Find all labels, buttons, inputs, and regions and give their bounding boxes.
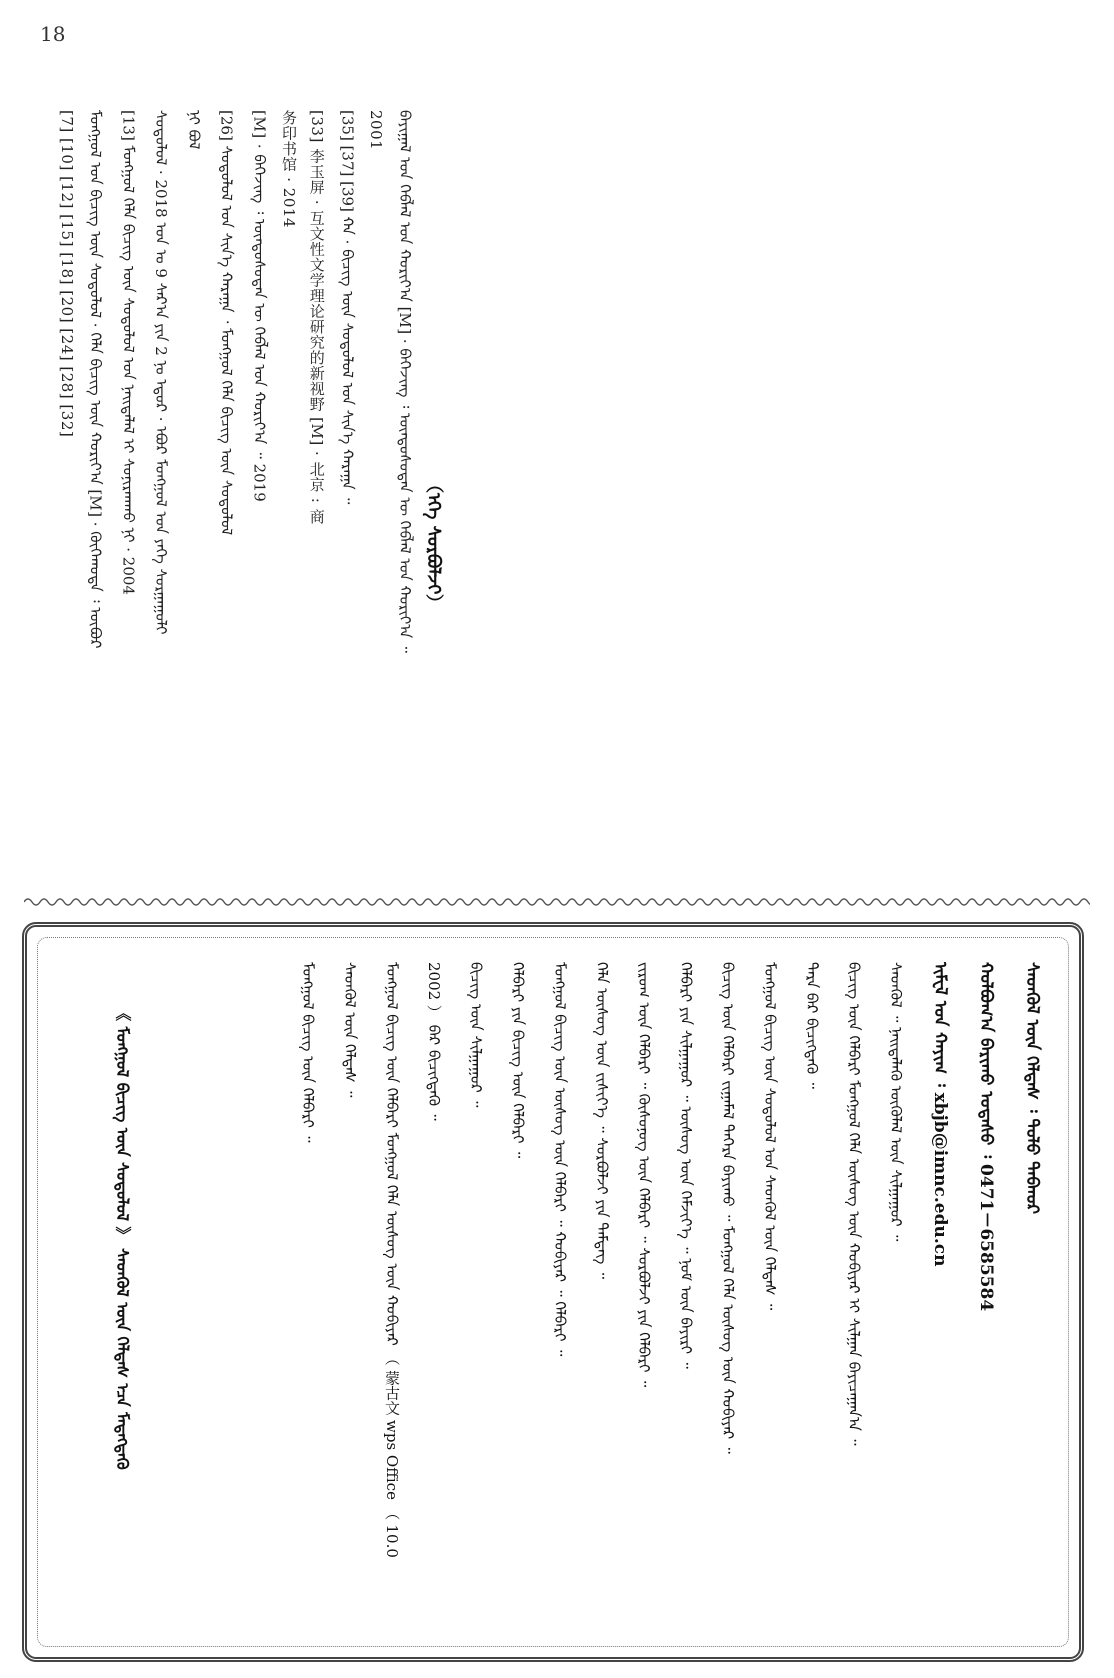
reference-column: 务印书馆 · 2014 (280, 110, 299, 228)
reference-column: [M] · ᠪᠡᠭᠡᠵᠢᠩ ᠄ ᠦᠨᠳᠦᠰᠦᠲᠡᠨ ᠦ ᠬᠡᠪᠯᠡᠯ ᠤᠨ ᠬᠣᠷᠢᠶ᠎ᠠ ᠃ 2019 (250, 110, 269, 502)
reference-column: [13] ᠮᠣᠩᠭᠣᠯ ᠬᠡᠯᠡ ᠪᠢᠴᠢᠭ ᠦᠨ ᠰᠤᠳᠤᠯᠤᠯ ᠤᠨ ᠨᠡᠢᠲᠡᠯᠡᠯ ᠢ ᠰᠣᠨᠢᠷᠬᠠᠬᠤ ᠨᠢ · 2004 (119, 110, 138, 595)
notice-body-column: ᠬᠡᠯᠪᠡᠷᠢ ᠶᠢᠨ ᠰᠢᠯᠭᠠᠭᠤᠷ ᠃ ᠦᠰᠦᠭ ᠦᠨ ᠬᠡᠮᠵᠢᠶ᠎ᠡ ᠃ ᠨᠣᠮ ᠦᠨ ᠪᠠᠶᠢᠷᠢ ᠃ (677, 962, 695, 1369)
section-divider (24, 895, 1090, 909)
page-number: 18 (40, 22, 66, 46)
notice-body-column: ᠰᠡᠳᠬᠦᠯ ᠃ ᠨᠡᠢᠲᠡᠯᠡᠬᠦ ᠥᠭᠦᠯᠡᠯ ᠦᠨ ᠰᠢᠯᠭᠠᠭᠤᠷ ᠃ (887, 962, 905, 1242)
reference-column: 2001 (367, 110, 386, 151)
references-list (58, 110, 418, 840)
notice-body-column: ᠮᠣᠩᠭᠣᠯ ᠪᠢᠴᠢᠭ ᠦᠨ ᠬᠡᠯᠪᠡᠷᠢ ᠃ (299, 962, 317, 1143)
notice-body-column: ᠬᠡᠯᠡ ᠦᠰᠦᠭ ᠦᠨ ᠵᠢᠰᠢᠶ᠎ᠡ ᠃ ᠰᠤᠷᠪᠤᠯᠵᠢ ᠶᠢᠨ ᠲᠡᠮᠳᠡᠭ ᠃ (593, 962, 611, 1279)
notice-body-column: ᠪᠢᠴᠢᠭ ᠦᠨ ᠬᠡᠯᠪᠡᠷᠢ ᠮᠣᠩᠭᠣᠯ ᠬᠡᠯᠡ ᠦᠰᠦᠭ ᠦᠨ ᠬᠤᠪᠢᠶᠠᠷ ᠢ ᠰᠢᠯᠭᠠᠨ ᠪᠠᠶᠢᠴᠠᠭᠠᠨ᠎ᠠ ᠃ (845, 962, 863, 1446)
reference-column: [35] [37] [39] ᠬᠠ · ᠪᠢᠴᠢᠭ ᠦᠨ ᠰᠤᠳᠤᠯᠤᠯ ᠤᠨ ᠰᠢᠨ᠎ᠡ ᠬᠠᠷᠠᠭᠠ ᠃ (338, 110, 357, 505)
notice-body-column: ᠮᠣᠩᠭᠣᠯ ᠪᠢᠴᠢᠭ ᠦᠨ ᠦᠰᠦᠭ ᠦᠨ ᠬᠡᠯᠪᠡᠷᠢ ᠃ ᠬᠤᠪᠢᠶᠠᠷ ᠃ ᠬᠡᠯᠪᠡᠷᠢ ᠃ (551, 962, 569, 1357)
notice-body-column: 2002 ） ᠪᠡᠷ ᠪᠢᠴᠢᠭᠳᠡᠬᠦ ᠃ (425, 962, 443, 1121)
notice-contact-line: ᠢᠮᠸᠯ ᠤᠨ ᠬᠠᠶᠢᠭ ᠄ xbjb@imnc.edu.cn (930, 962, 950, 1267)
notice-body-column: ᠲᠡᠷᠡ ᠪᠡᠷ ᠪᠢᠴᠢᠭᠳᠡᠬᠦ ᠃ (803, 962, 821, 1089)
reference-column: ᠰᠤᠳᠤᠯᠤᠯ · 2018 ᠣᠨ ᠤ 9 ᠰᠠᠷ᠎ᠠ ᠶᠢᠨ 2 ᠨᠤ ᠡᠳᠦᠷ · ᠡᠪᠦᠷ ᠮᠣᠩᠭᠣᠯ ᠤᠨ ᠶᠡᠬᠡ ᠰᠤᠷᠭᠠᠭᠤᠯᠢ (152, 110, 171, 635)
notice-body-column: ᠬᠡᠯᠪᠡᠷᠢ ᠶᠢᠨ ᠪᠢᠴᠢᠭ ᠦᠨ ᠬᠡᠯᠪᠡᠷᠢ ᠃ (509, 962, 527, 1159)
notice-body-column: ᠰᠡᠳᠬᠦᠯ ᠦᠨ ᠬᠡᠯᠲᠡᠰ ᠃ (341, 962, 359, 1098)
notice-footer: 《 ᠮᠣᠩᠭᠣᠯ ᠪᠢᠴᠢᠭ ᠦᠨ ᠰᠤᠳᠤᠯᠤᠯ 》 ᠰᠡᠳᠬᠦᠯ ᠦᠨ ᠬᠡᠯᠲᠡᠰ ᠡᠴᠡ ᠮᠡᠳᠡᠭᠳᠡᠬᠦ (113, 1005, 132, 1470)
reference-column: [26] ᠰᠤᠳᠤᠯᠤᠯ ᠤᠨ ᠰᠢᠨ᠎ᠡ ᠬᠠᠷᠠᠭᠠ ᠂ ᠮᠣᠩᠭᠣᠯ ᠬᠡᠯᠡ ᠪᠢᠴᠢᠭ ᠦᠨ ᠰᠤᠳᠤᠯᠤᠯ (217, 110, 236, 536)
notice-body-column: ᠵᠢᠷᠤᠭ ᠦᠨ ᠬᠡᠯᠪᠡᠷᠢ ᠃ ᠬᠦᠰᠦᠨᠦᠭ ᠦᠨ ᠬᠡᠯᠪᠡᠷᠢ ᠃ ᠰᠤᠷᠪᠤᠯᠵᠢ ᠶᠢᠨ ᠬᠡᠯᠪᠡᠷᠢ ᠃ (635, 962, 653, 1388)
notice-body-column: ᠪᠢᠴᠢᠭ ᠦᠨ ᠬᠡᠯᠪᠡᠷᠢ ᠵᠢᠭᠠᠮᠠᠯ ᠳᠡᠭᠡᠷᠡ ᠪᠠᠶᠢᠬᠤ ᠃ ᠮᠣᠩᠭᠣᠯ ᠬᠡᠯᠡ ᠦᠰᠦᠭ ᠦᠨ ᠬᠤᠪᠢᠶᠠᠷ ᠃ (719, 962, 737, 1454)
reference-column: ᠪᠠᠶᠢᠭᠠᠯ ᠤᠨ ᠬᠡᠪᠯᠡᠯ ᠤᠨ ᠬᠣᠷᠢᠶ᠎ᠠ [M] · ᠪᠡᠭᠡᠵᠢᠩ ᠄ ᠦᠨᠳᠦᠰᠦᠲᠡᠨ ᠦ ᠬᠡᠪᠯᠡᠯ ᠤᠨ ᠬᠣᠷᠢᠶ᠎ᠠ ᠃ (395, 110, 414, 653)
reference-column: ᠨᠢ ᠪᠣᠯ (184, 110, 203, 150)
notice-body-column: ᠪᠢᠴᠢᠭ ᠦᠨ ᠰᠢᠯᠭᠠᠭᠤᠷ ᠃ (467, 962, 485, 1108)
reference-column: ᠮᠣᠩᠭᠣᠯ ᠤᠨ ᠪᠢᠴᠢᠭ ᠦᠨ ᠰᠤᠳᠤᠯᠤᠯ · ᠬᠡᠯᠡ ᠪᠢᠴᠢᠭ ᠦᠨ ᠬᠣᠷᠢᠶ᠎ᠠ [M] · ᠬᠥᠬᠡᠬᠣᠲᠠ ᠄ ᠥᠪᠥᠷ (86, 110, 105, 649)
notice-body-column: ᠮᠣᠩᠭᠣᠯ ᠪᠢᠴᠢᠭ ᠦᠨ ᠬᠡᠯᠪᠡᠷᠢ ᠮᠣᠩᠭᠣᠯ ᠬᠡᠯᠡ ᠦᠰᠦᠭ ᠦᠨ ᠬᠤᠪᠢᠶᠠᠷ （ 蒙古文 wps Office （ 10.0 (383, 962, 401, 1558)
notice-contact-line: ᠰᠡᠳᠬᠦᠯ ᠦᠨ ᠬᠡᠯᠲᠡᠰ ᠄ ᠳᠤᠯᠤ ᠳᠠᠪᠬᠤᠷ (1022, 962, 1042, 1214)
notice-body-column: ᠮᠣᠩᠭᠣᠯ ᠪᠢᠴᠢᠭ ᠦᠨ ᠰᠤᠳᠤᠯᠤᠯ ᠤᠨ ᠰᠡᠳᠬᠦᠯ ᠦᠨ ᠬᠡᠯᠲᠡᠰ ᠃ (761, 962, 779, 1311)
notice-box (22, 922, 1084, 1662)
reference-column: [33] 李玉屏 · 互文性文学理论研究的新视野 [M] · 北京 : 商 (307, 110, 326, 525)
notice-columns (147, 962, 1047, 1642)
references-heading: （ᠡᠬᠡ ᠰᠤᠷᠪᠤᠯᠵᠢ） (423, 475, 444, 613)
reference-column: [7] [10] [12] [15] [18] [20] [24] [28] [32] (58, 110, 76, 438)
notice-contact-line: ᠬᠣᠯᠪᠣᠭ᠎ᠠ ᠪᠠᠷᠢᠬᠤ ᠤᠲᠠᠰᠤ ᠄ 0471－6585584 (976, 962, 996, 1312)
